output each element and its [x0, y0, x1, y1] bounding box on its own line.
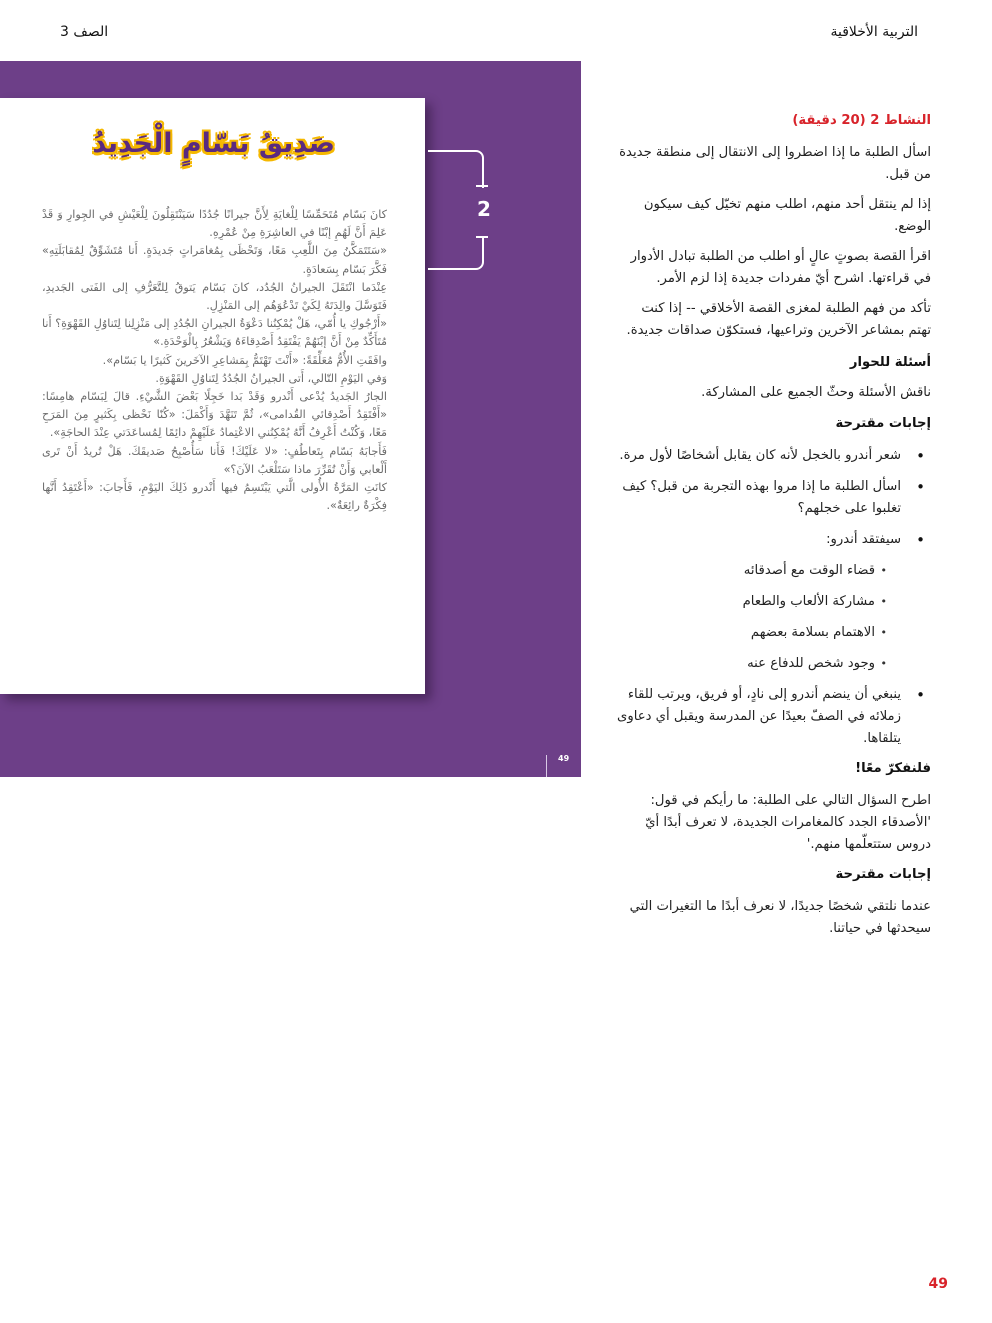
- list-item: • سيفتقد أندرو:: [616, 529, 931, 551]
- story-paragraph: فَأَجابَهُ بَسّام بِتَعاطُفٍ: «لا عَلَيْكَ! فَأَنا سَأُصْبِحُ صَديقَكَ. هَلْ تُريدُ أَنْ تَرى أَلْعابي وَأَنْ تُقَرِّرَ ماذا سَتَلْعَبُ الآنَ؟»: [42, 444, 387, 476]
- activity-para-1-wrap: [616, 142, 931, 186]
- answers-list: [616, 445, 931, 551]
- activity-para-4-wrap: [616, 298, 931, 342]
- mini-page-divider: [546, 755, 547, 777]
- list-item: • ينبغي أن ينضم أندرو إلى نادٍ، أو فريق، ويرتب للقاء زملائه في الصفّ بعيدًا عن المدرسة ويقبل أي دعاوى يتلقاها.: [616, 684, 931, 750]
- discussion-text: ناقش الأسئلة وحثّ الجميع على المشاركة.: [701, 385, 931, 400]
- answers-heading-wrap: [616, 413, 931, 435]
- lesson-number: 2: [477, 197, 491, 221]
- story-paragraph: وَفي اليَوْمِ التّالي، أَتى الجيرانُ الجُدُدُ لِتَناوُلِ القَهْوَةِ.: [155, 371, 387, 385]
- activity-paragraph: إذا لم ينتقل أحد منهم، اطلب منهم تخيّل كيف سيكون الوضع.: [643, 197, 931, 234]
- discussion-heading-wrap: [616, 352, 931, 374]
- activity-para-2-wrap: [616, 194, 931, 238]
- lesson-bracket-top: [428, 150, 484, 188]
- sub-list-item: • الاهتمام بسلامة بعضهم: [616, 622, 931, 644]
- activity-paragraph: اسأل الطلبة ما إذا اضطروا إلى الانتقال إلى منطقة جديدة من قبل.: [619, 145, 931, 182]
- grade-label: الصف 3: [60, 24, 109, 40]
- activity-paragraph: تأكد من فهم الطلبة لمغزى القصة الأخلاقي -- إذا كنت تهتم بمشاعر الآخرين وتراعيها، فستكوّن صداقات جديدة.: [626, 301, 931, 338]
- suggested-answers-heading-2: إجابات مقترحة: [835, 867, 931, 882]
- think-heading-wrap: [616, 758, 931, 780]
- page-number: 49: [928, 1276, 948, 1292]
- story-card: [0, 98, 425, 694]
- suggested-answers-heading: إجابات مقترحة: [835, 416, 931, 431]
- suggested-answer-text: عندما نلتقي شخصًا جديدًا، لا نعرف أبدًا ما التغيرات التي سيحدثها في حياتنا.: [629, 899, 931, 936]
- answers-list-wrap: [616, 445, 931, 750]
- activity-title: النشاط 2 (20 دقيقة): [792, 113, 931, 128]
- think-together-heading: فلنفكرّ معًا!: [855, 761, 931, 776]
- story-paragraph: كانَ بَسّام مُتَحَمِّسًا لِلْغايَةِ لِأَنَّ جيرانًا جُدُدًا سَيَنْتَقِلُونَ لِلْعَيْشِ في الجِوارِ وَ قَدْ عَلِمَ أَنَّ لَهُمِ إبْنًا في العاشِرَةِ مِنْ عُمْرِهِ.: [42, 208, 387, 240]
- story-text: [42, 206, 387, 515]
- answers2-heading-wrap: [616, 864, 931, 886]
- story-paragraph: «سَتَتَمَكَّنُ مِنَ اللَّعِبِ مَعًا، وَتَحْظَى بِمُغامَراتٍ جَديدَةٍ. أَنا مُتَشَوِّقٌ لِمُقابَلَتِهِ» فَكَّرَ بَسّام بِسَعادَةٍ.: [42, 244, 387, 276]
- list-item: • اسأل الطلبة ما إذا مروا بهذه التجربة من قبل؟ كيف تغلبوا على خجلهم؟: [616, 476, 931, 520]
- list-item: • شعر أندرو بالخجل لأنه كان يقابل أشخاصًا لأول مرة.: [616, 445, 931, 467]
- story-paragraph: الجارُ الجَديدُ يُدْعى أَنْدرو وَقَدْ بَدا خَجِلًا بَعْضَ الشَّيْءِ. قالَ لِبَسّام هامِسًا: «أَفْتَقِدُ أَصْدِقائي القُدامى»، ثُمَّ تَنَهَّدَ وَأَكْمَلَ: «كُنّا نَحْظى بِكَثيرٍ مِنَ المَرَحِ مَعًا، وَكُنْتُ أَعْرِفُ أَنَّهُ يُمْكِنُني الاعْتِمادُ عَلَيْهِمْ دائِمًا لِمُساعَدَتي عِنْدَ الحاجَةِ».: [42, 390, 387, 440]
- discussion-text-wrap: [616, 382, 931, 404]
- story-title: صَدِيقُ بَسّامٍ الْجَدِيدُ: [92, 128, 335, 159]
- sub-list-item: • مشاركة الألعاب والطعام: [616, 591, 931, 613]
- activity-section: [616, 110, 931, 132]
- story-paragraph: كانَتِ المَرَّةُ الأُولى الَّتي يَبْتَسِمُ فيها أَنْدرو ذَلِكَ اليَوْمِ، فَأَجابَ: «أَعْتَقِدُ أَنَّها فِكْرَةٌ رائِعَةٌ».: [42, 481, 387, 513]
- think-question: اطرح السؤال التالي على الطلبة: ما رأيكم في قول: 'الأصدقاء الجدد كالمغامرات الجديدة، لا تعرف أبدًا أيّ دروس ستتعلّمها منهم.': [645, 793, 931, 852]
- answers2-text-wrap: [616, 896, 931, 940]
- story-paragraph: وافَقَتِ الأُمُّ مُعَلِّقَةً: «أَنْتَ تَهْتَمُّ بِمَشاعِرِ الآخَرينَ كَثيرًا يا بَسّام».: [102, 353, 387, 367]
- mini-page-number: 49: [558, 754, 570, 763]
- sub-list-item: • قضاء الوقت مع أصدقائه: [616, 560, 931, 582]
- bracket-tick: [476, 185, 488, 187]
- story-paragraph: «أَرْجُوكِ يا أُمّي، هَلْ يُمْكِنُنا دَعْوَةُ الجيرانِ الجُدُدِ إلى مَنْزِلِنا لِتَناوُلِ القَهْوَةِ؟ أَنا مُتَأَكِّدٌ مِنْ أَنَّ إبْنَهُمْ يَفْتَقِدُ أَصْدِقاءَهُ وَيَشْعُرُ بِالْوَحْدَةِ.»: [42, 317, 387, 349]
- answers-list-end: [616, 684, 931, 750]
- sub-list-item: • وجود شخص للدفاع عنه: [616, 653, 931, 675]
- story-paragraph: عِنْدَما انْتَقَلَ الجيرانُ الجُدُد، كانَ بَسّام يَتوقُ لِلتَّعَرُّفِ إلى الفَتى الجَديدِ، فَتَوَسَّلَ والِدَتَهُ لِكَيْ تَدْعُوَهُم إلى المَنْزِلِ.: [42, 280, 387, 313]
- activity-para-3-wrap: [616, 246, 931, 290]
- lesson-bracket-bottom: [428, 236, 484, 270]
- activity-paragraph: اقرأ القصة بصوتٍ عالٍ أو اطلب من الطلبة تبادل الأدوار في قراءتها. اشرح أيّ مفردات جديدة إذا لزم الأمر.: [630, 249, 931, 286]
- subject-title: التربية الأخلاقية: [830, 24, 918, 40]
- discussion-heading: أسئلة للحوار: [849, 355, 931, 370]
- think-text-wrap: [616, 790, 931, 856]
- missed-things-list: [616, 560, 931, 675]
